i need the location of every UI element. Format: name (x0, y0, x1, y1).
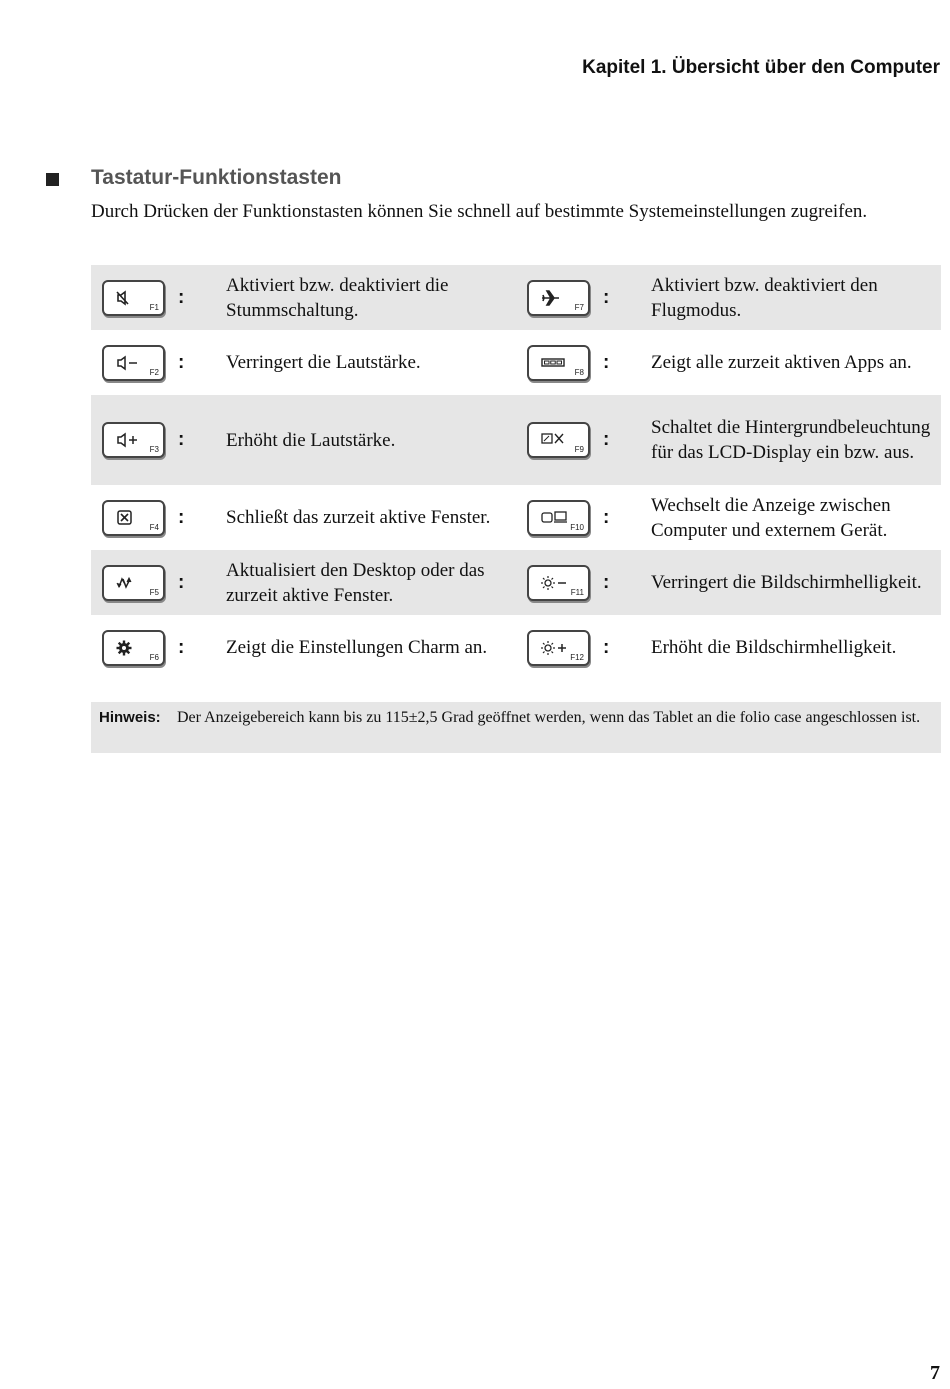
function-key-entry-f10 (516, 493, 941, 543)
f4-key (102, 500, 165, 536)
table-row (91, 265, 941, 330)
function-key-entry-f8 (516, 345, 941, 381)
mute-icon (116, 290, 136, 306)
note-text: Der Anzeigebereich kann bis zu 115±2,5 Grad geöffnet werden, wenn das Tablet an die folio case angeschlossen ist. (177, 709, 921, 726)
brightness-down-icon (541, 575, 569, 591)
separator: : (603, 429, 610, 450)
table-row (91, 615, 941, 680)
function-key-entry-f5 (91, 558, 516, 608)
f8-key-label: F8 (574, 367, 584, 377)
f7-key (527, 280, 590, 316)
f3-key-label: F3 (149, 445, 159, 454)
note-label: Hinweis: (99, 709, 161, 726)
function-key-table (91, 265, 941, 680)
f1-key-label: F1 (149, 302, 159, 312)
table-row (91, 330, 941, 395)
f10-description: Wechselt die Anzeige zwischen Computer und externem Gerät. (651, 494, 891, 541)
page-number: 7 (930, 1362, 940, 1384)
section-intro: Durch Drücken der Funktionstasten können Sie schnell auf bestimmte Systemeinstellungen zugreifen. (91, 201, 868, 222)
f3-description: Erhöht die Lautstärke. (226, 429, 396, 451)
f1-description: Aktiviert bzw. deaktiviert die Stummschaltung. (226, 274, 449, 321)
separator: : (603, 351, 610, 373)
volume-down-icon (116, 355, 140, 371)
f4-description: Schließt das zurzeit aktive Fenster. (226, 507, 491, 528)
task-view-icon (541, 355, 567, 371)
f11-key-label: F11 (570, 587, 584, 597)
f6-key (102, 630, 165, 666)
f12-key (527, 630, 590, 666)
f12-description: Erhöht die Bildschirmhelligkeit. (651, 637, 897, 658)
f11-description: Verringert die Bildschirmhelligkeit. (651, 572, 922, 593)
airplane-icon (541, 290, 561, 306)
f2-key (102, 345, 165, 381)
separator: : (178, 636, 185, 658)
function-key-entry-f6 (91, 630, 516, 666)
f9-description: Schaltet die Hintergrundbeleuchtung für das LCD-Display ein bzw. aus. (651, 417, 931, 463)
separator: : (178, 429, 185, 450)
table-row (91, 485, 941, 550)
f7-description: Aktiviert bzw. deaktiviert den Flugmodus. (651, 274, 878, 321)
f8-key (527, 345, 590, 381)
function-key-entry-f2 (91, 345, 516, 381)
f12-key-label: F12 (570, 652, 584, 662)
f2-key-label: F2 (149, 367, 159, 377)
function-key-entry-f7 (516, 273, 941, 323)
f10-key-label: F10 (570, 522, 584, 532)
f5-description: Aktualisiert den Desktop oder das zurzeit aktive Fenster. (226, 559, 485, 606)
f1-key (102, 280, 165, 316)
display-switch-icon (541, 510, 569, 526)
f11-key (527, 565, 590, 601)
separator: : (178, 351, 185, 373)
brightness-up-icon (541, 640, 569, 656)
separator: : (603, 506, 610, 528)
f7-key-label: F7 (574, 302, 584, 312)
display-backlight-off-icon (541, 432, 567, 448)
f5-key (102, 565, 165, 601)
function-key-entry-f1 (91, 273, 516, 323)
f6-description: Zeigt die Einstellungen Charm an. (226, 637, 488, 658)
function-key-entry-f3 (91, 422, 516, 458)
f9-key-label: F9 (574, 445, 584, 454)
f2-description: Verringert die Lautstärke. (226, 352, 421, 373)
note-box (91, 702, 941, 753)
separator: : (178, 286, 185, 308)
close-window-icon (116, 510, 136, 526)
section-title: Tastatur-Funktionstasten (91, 166, 342, 189)
f5-key-label: F5 (149, 587, 159, 597)
separator: : (603, 571, 610, 593)
separator: : (603, 286, 610, 308)
volume-up-icon (116, 432, 140, 448)
settings-gear-icon (116, 640, 136, 656)
f9-key (527, 422, 590, 458)
separator: : (603, 636, 610, 658)
chapter-header: Kapitel 1. Übersicht über den Computer (582, 57, 940, 78)
table-row (91, 550, 941, 615)
section-bullet (46, 173, 59, 186)
function-key-entry-f12 (516, 630, 941, 666)
f10-key (527, 500, 590, 536)
f4-key-label: F4 (149, 522, 159, 532)
separator: : (178, 506, 185, 528)
f3-key (102, 422, 165, 458)
function-key-entry-f11 (516, 565, 941, 601)
function-key-entry-f9 (516, 415, 941, 465)
f8-description: Zeigt alle zurzeit aktiven Apps an. (651, 352, 912, 373)
f6-key-label: F6 (149, 652, 159, 662)
table-row (91, 395, 941, 485)
separator: : (178, 571, 185, 593)
refresh-icon (116, 575, 136, 591)
function-key-entry-f4 (91, 500, 516, 536)
